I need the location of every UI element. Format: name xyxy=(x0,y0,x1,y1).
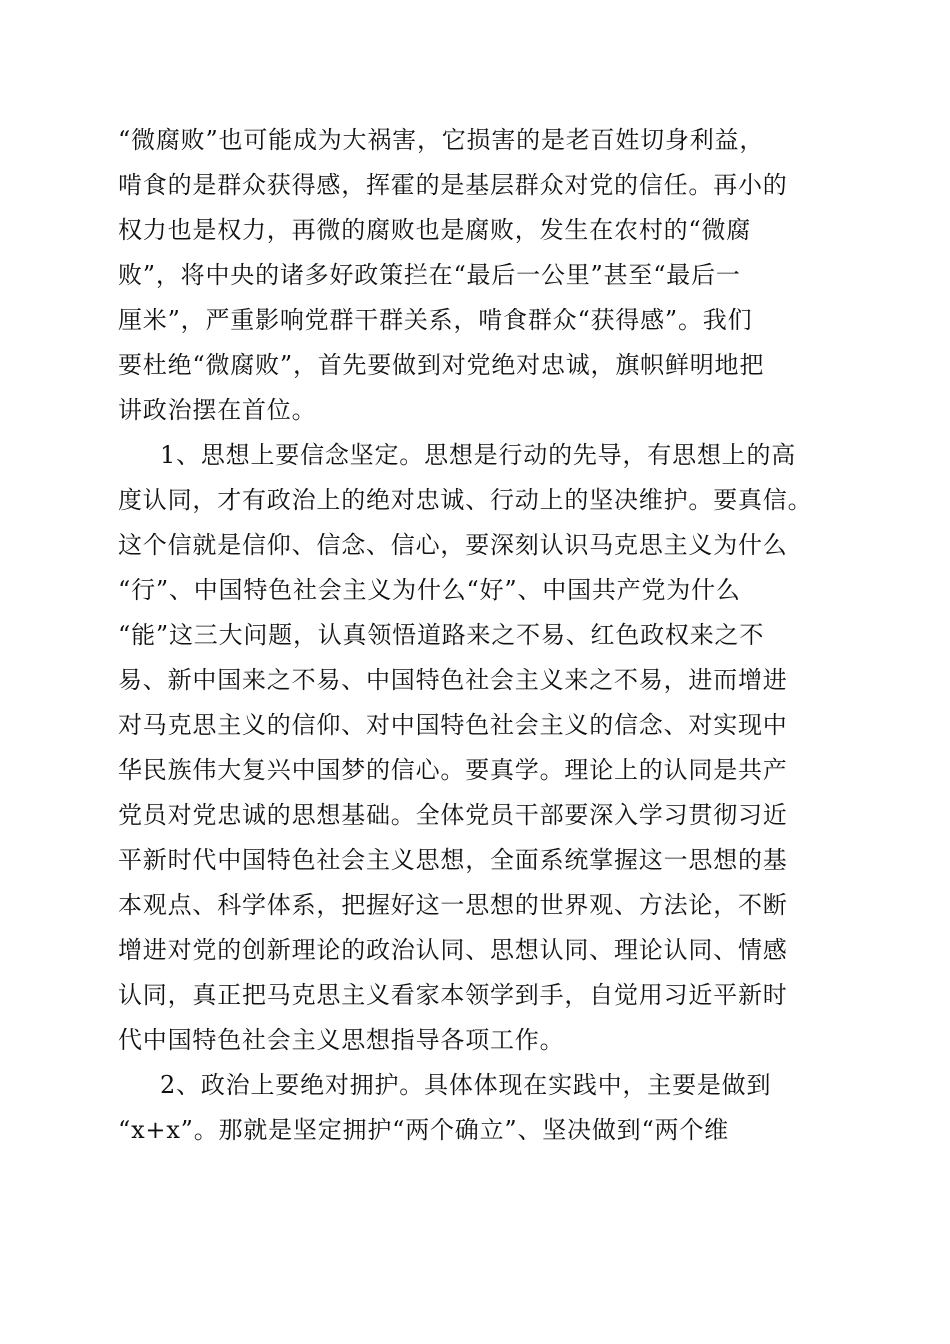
paragraph-section-1 xyxy=(118,433,828,1063)
text-line: 党员对党忠诚的思想基础。全体党员干部要深入学习贯彻习近 xyxy=(118,801,788,829)
text-line: “能”这三大问题，认真领悟道路来之不易、红色政权来之不 xyxy=(118,621,765,649)
text-line: 度认同，才有政治上的绝对忠诚、行动上的坚决维护。要真信。 xyxy=(118,486,813,514)
text-line: 本观点、科学体系，把握好这一思想的世界观、方法论，不断 xyxy=(118,891,788,919)
text-line: 平新时代中国特色社会主义思想，全面系统掌握这一思想的基 xyxy=(118,846,788,874)
text-line: “行”、中国特色社会主义为什么“好”、中国共产党为什么 xyxy=(118,576,741,604)
text-line: 对马克思主义的信仰、对中国特色社会主义的信念、对实现中 xyxy=(118,711,788,739)
document-body xyxy=(118,118,828,1153)
text-line: 败”，将中央的诸多好政策拦在“最后一公里”甚至“最后一 xyxy=(118,261,741,289)
text-line: 讲政治摆在首位。 xyxy=(118,396,317,424)
text-line: 认同，真正把马克思主义看家本领学到手，自觉用习近平新时 xyxy=(118,981,788,1009)
paragraph-intro xyxy=(118,118,828,433)
text-line: “x+x”。那就是坚定拥护“两个确立”、坚决做到“两个维 xyxy=(118,1116,729,1144)
text-line: 易、新中国来之不易、中国特色社会主义来之不易，进而增进 xyxy=(118,666,788,694)
text-line: “微腐败”也可能成为大祸害，它损害的是老百姓切身利益， xyxy=(118,126,765,154)
text-line: 厘米”，严重影响党群干群关系，啃食群众“获得感”。我们 xyxy=(118,306,753,334)
text-line: 华民族伟大复兴中国梦的信心。要真学。理论上的认同是共产 xyxy=(118,756,788,784)
paragraph-section-2 xyxy=(118,1063,828,1153)
text-line: 增进对党的创新理论的政治认同、思想认同、理论认同、情感 xyxy=(118,936,788,964)
text-line: 2、政治上要绝对拥护。具体体现在实践中，主要是做到 xyxy=(160,1071,772,1099)
text-line: 这个信就是信仰、信念、信心，要深刻认识马克思主义为什么 xyxy=(118,531,788,559)
text-line: 代中国特色社会主义思想指导各项工作。 xyxy=(118,1026,565,1054)
text-line: 权力也是权力，再微的腐败也是腐败，发生在农村的“微腐 xyxy=(118,216,752,244)
text-line: 1、思想上要信念坚定。思想是行动的先导，有思想上的高 xyxy=(160,441,797,469)
text-line: 啃食的是群众获得感，挥霍的是基层群众对党的信任。再小的 xyxy=(118,171,788,199)
text-line: 要杜绝“微腐败”，首先要做到对党绝对忠诚，旗帜鲜明地把 xyxy=(118,351,765,379)
